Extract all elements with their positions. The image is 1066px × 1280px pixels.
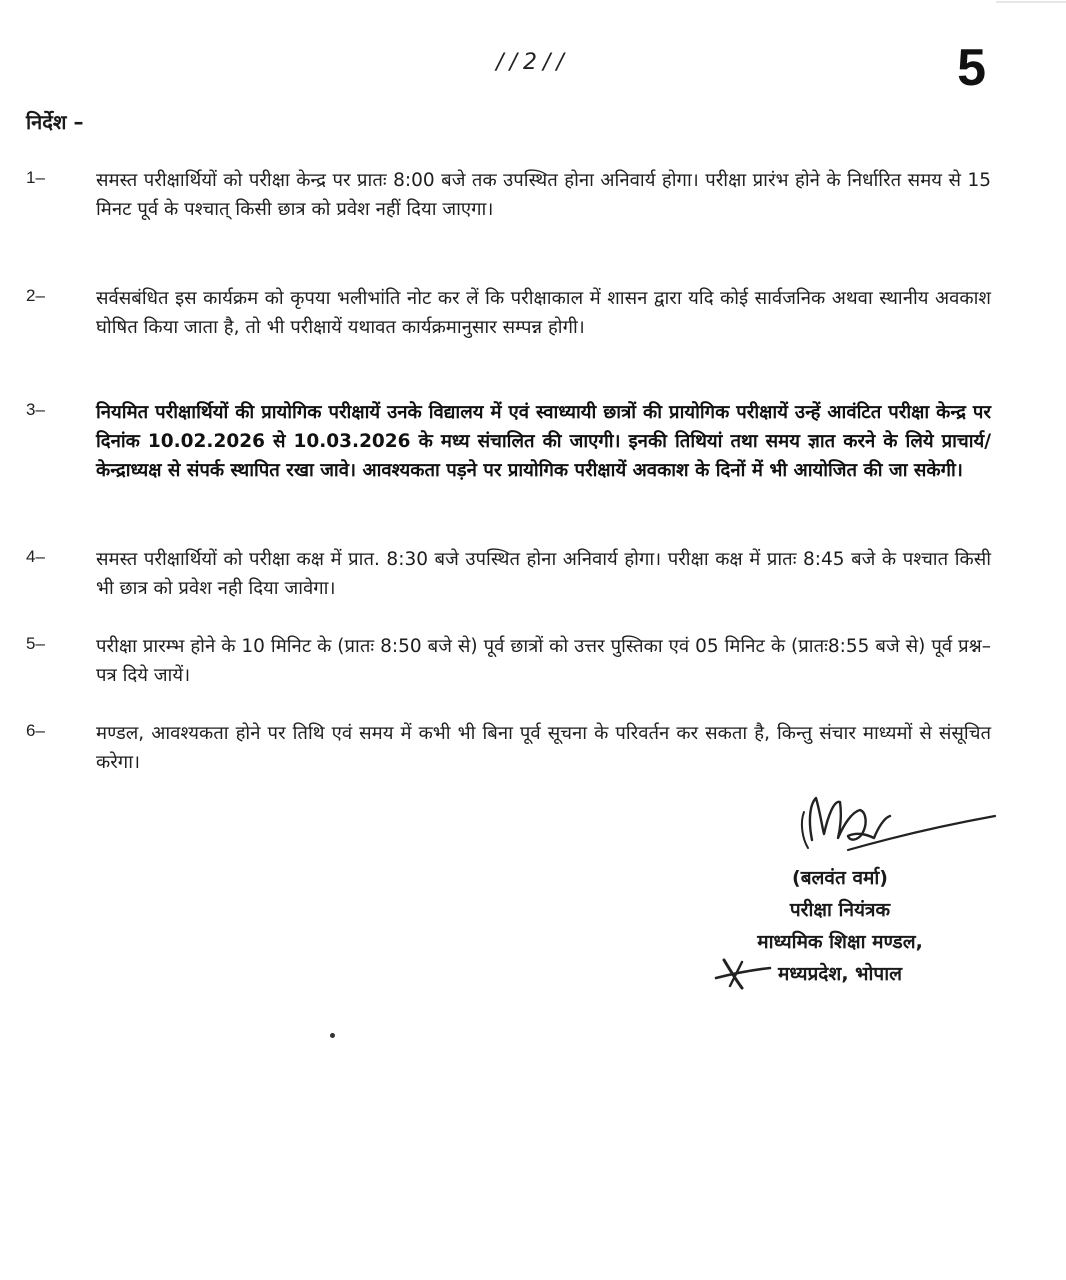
handwritten-cross-mark xyxy=(712,956,772,990)
instruction-item xyxy=(26,545,991,603)
instruction-item xyxy=(26,632,991,690)
instruction-item-highlighted xyxy=(26,398,991,485)
signatory-location: मध्यप्रदेश, भोपाल xyxy=(777,963,903,985)
instruction-text: मण्डल, आवश्यकता होने पर तिथि एवं समय में कभी भी बिना पूर्व सूचना के परिवर्तन कर सकता है, किन्तु संचार माध्यमों से संसूचित करेगा। xyxy=(96,723,991,773)
instruction-number: 4– xyxy=(26,547,45,566)
signatory-name: (बलवंत वर्मा) xyxy=(792,867,888,889)
instruction-text: सर्वसबंधित इस कार्यक्रम को कृपया भलीभांति नोट कर लें कि परीक्षाकाल में शासन द्वारा यदि कोई सार्वजनिक अथवा स्थानीय अवकाश घोषित किया जाता है, तो भी परीक्षायें यथावत कार्यक्रमानुसार सम्पन्न होगी। xyxy=(96,288,991,338)
instruction-number: 6– xyxy=(26,721,45,740)
instruction-number: 1– xyxy=(26,168,45,187)
ink-dot xyxy=(330,1033,335,1038)
instruction-number: 5– xyxy=(26,634,45,653)
instruction-text: नियमित परीक्षार्थियों की प्रायोगिक परीक्षायें उनके विद्यालय में एवं स्वाध्यायी छात्रों की प्रायोगिक परीक्षायें उन्हें आवंटित परीक्षा केन्द्र पर दिनांक 10.02.2026 से 10.03.2026 के मध्य संचालित की जाएगी। इनकी तिथियां तथा समय ज्ञात करने के लिये प्राचार्य/केन्द्राध्यक्ष से संपर्क स्थापित रखा जावे। आवश्यकता पड़ने पर प्रायोगिक परीक्षायें अवकाश के दिनों में भी आयोजित की जा सकेगी। xyxy=(96,402,991,481)
instruction-text: समस्त परीक्षार्थियों को परीक्षा कक्ष में प्रात. 8:30 बजे उपस्थित होना अनिवार्य होगा। परीक्षा कक्ष में प्रातः 8:45 बजे के पश्चात किसी भी छात्र को प्रवेश नही दिया जावेगा। xyxy=(96,549,991,599)
corner-page-number: 5 xyxy=(957,39,986,97)
instructions-heading: निर्देश – xyxy=(26,110,84,134)
page-marker: //2// xyxy=(496,50,570,75)
signatory-organization: माध्यमिक शिक्षा मण्डल, xyxy=(757,931,923,953)
instruction-text: परीक्षा प्रारम्भ होने के 10 मिनिट के (प्रातः 8:50 बजे से) पूर्व छात्रों को उत्तर पुस्तिका एवं 05 मिनिट के (प्रातः8:55 बजे से) पूर्व प्रश्न–पत्र दिये जायें। xyxy=(96,636,991,686)
instruction-item xyxy=(26,719,991,777)
instruction-text: समस्त परीक्षार्थियों को परीक्षा केन्द्र पर प्रातः 8:00 बजे तक उपस्थित होना अनिवार्य होगा। परीक्षा प्रारंभ होने के निर्धारित समय से 15 मिनट पूर्व के पश्चात् किसी छात्र को प्रवेश नहीं दिया जाएगा। xyxy=(96,170,991,220)
instruction-item xyxy=(26,166,991,224)
instruction-number: 2– xyxy=(26,286,45,305)
signatory-designation: परीक्षा नियंत्रक xyxy=(789,899,891,921)
handwritten-signature xyxy=(790,782,1000,868)
instruction-item xyxy=(26,284,991,342)
instruction-number: 3– xyxy=(26,400,45,419)
scan-edge-mark xyxy=(996,0,1066,4)
